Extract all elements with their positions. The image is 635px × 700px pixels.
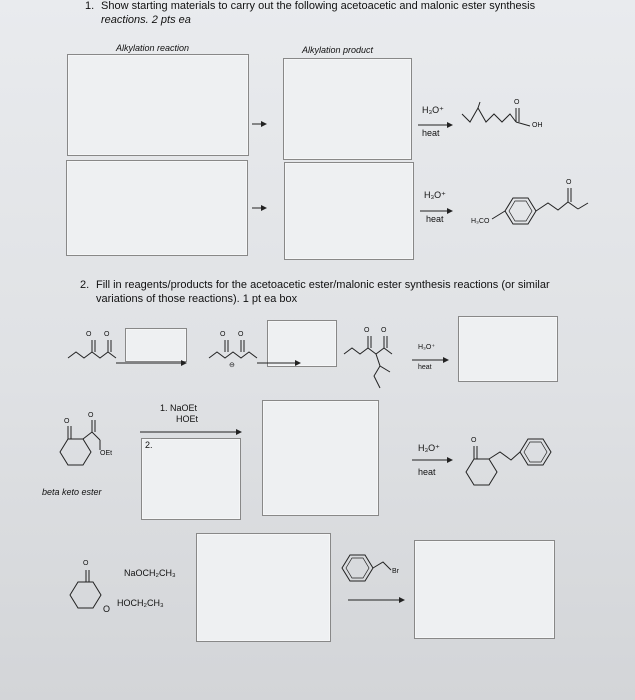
rowB-ethoxy: OEt bbox=[100, 450, 113, 457]
rowB-step2: 2. bbox=[145, 440, 153, 450]
rowB-ester-oxygen: O bbox=[88, 412, 94, 419]
rowB-label: beta keto ester bbox=[42, 487, 102, 497]
q1-prompt-line2: reactions. 2 pts ea bbox=[101, 14, 191, 26]
q1-number: 1. bbox=[85, 0, 95, 12]
rowB-step1-solvent: HOEt bbox=[176, 414, 199, 424]
q1-row2-condition: heat bbox=[426, 214, 444, 224]
rowC-bromide: Br bbox=[392, 568, 399, 575]
rowB-product-oxygen: O bbox=[471, 437, 477, 444]
rowA-oxygen-2: O bbox=[104, 331, 110, 338]
rowC-reagent-2: HOCH₂CH₃ bbox=[117, 598, 164, 608]
structure-q2-rowA-alkylated bbox=[344, 336, 392, 388]
q1-row1-oxygen: O bbox=[514, 99, 520, 106]
rowA-enolate-oxygen-1: O bbox=[220, 331, 226, 338]
rowA-alkylated-oxygen-1: O bbox=[364, 327, 370, 334]
rowA-enolate-charge: ⊖ bbox=[229, 362, 235, 369]
rowC-reagent-1: NaOCH₂CH₃ bbox=[124, 568, 176, 578]
rowB-ketone-oxygen: O bbox=[64, 418, 70, 425]
header-alkylation-reaction: Alkylation reaction bbox=[116, 43, 190, 53]
q1-row2-oxygen: O bbox=[566, 179, 572, 186]
q1-row2-methoxy: H₃CO bbox=[471, 218, 490, 225]
structure-q2-rowC-lactone bbox=[70, 570, 101, 608]
rowA-condition: heat bbox=[418, 364, 432, 371]
rowC-carbonyl-oxygen: O bbox=[83, 560, 89, 567]
rowA-oxygen-1: O bbox=[86, 331, 92, 338]
rowA-alkylated-oxygen-2: O bbox=[381, 327, 387, 334]
rowB-condition: heat bbox=[418, 467, 436, 477]
rowC-ring-oxygen: O bbox=[103, 604, 111, 614]
header-alkylation-product: Alkylation product bbox=[302, 45, 374, 55]
structure-q2-rowB-product bbox=[466, 439, 551, 485]
q1-prompt-line1: Show starting materials to carry out the following acetoacetic and malonic ester synthesis bbox=[101, 0, 536, 12]
rowA-reagent: H₃O⁺ bbox=[418, 344, 436, 351]
q2-prompt-line1: Fill in reagents/products for the acetoacetic ester/malonic ester synthesis reactions (or similar bbox=[96, 279, 550, 291]
q2-number: 2. bbox=[80, 279, 90, 291]
rowB-step1: 1. NaOEt bbox=[160, 403, 198, 413]
q1-row1-hydroxyl: OH bbox=[532, 122, 543, 129]
structure-q2-rowA-acetoacetate bbox=[68, 340, 116, 358]
rowB-reagent: H₃O⁺ bbox=[418, 443, 440, 453]
structure-q2-rowC-benzyl-bromide bbox=[342, 555, 391, 581]
rowA-enolate-oxygen-2: O bbox=[238, 331, 244, 338]
structure-q2-rowB-beta-keto-ester bbox=[60, 420, 100, 465]
structure-q2-rowA-enolate bbox=[209, 340, 257, 358]
q2-prompt-line2: variations of those reactions). 1 pt ea box bbox=[96, 293, 298, 305]
q1-row1-condition: heat bbox=[422, 128, 440, 138]
q1-row1-reagent: H₃O⁺ bbox=[422, 105, 444, 115]
q1-row2-reagent: H₃O⁺ bbox=[424, 190, 446, 200]
